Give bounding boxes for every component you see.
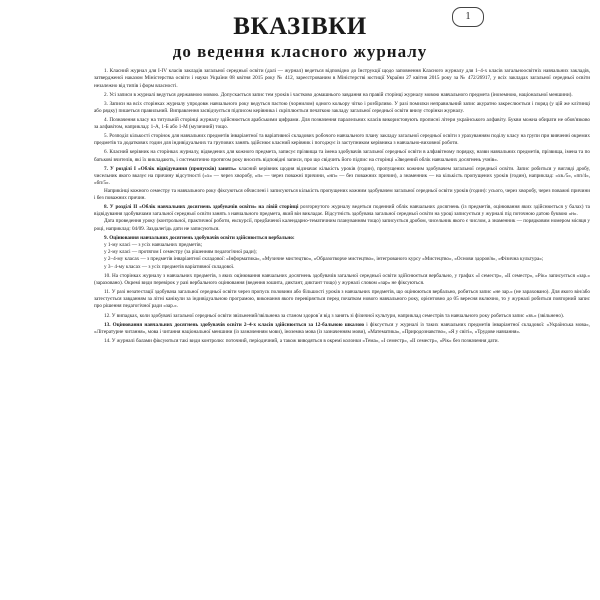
section-1-heading: 7. У розділі I «Облік відвідування (пропусків) занять» (104, 165, 237, 172)
paragraph-2: 2. Усі записи в журналі ведуться державною мовою. Допускається запис тем уроків і частково домашнього завдання на правій сторінці журналу мовою навчального предмета (іноземною, національної меншини). (104, 91, 573, 98)
list-item: у 1-му класі — з усіх навчальних предметів; (104, 241, 203, 248)
paragraph-7b: Наприкінці кожного семестру та навчального року фіксуються обчислені і записуються кількість пропущених кожним здобувачем загальної середньої освіти уроків (годин): усього, через хворобу, через поважні причини і без поважних причин. (94, 187, 590, 201)
twelve-point-scale-heading: 13. Оцінювання навчальних досягнень здобувачів освіти 2–4-х класів здійснюється за 12-бальною шкалою (104, 321, 365, 328)
paragraph-7 (94, 166, 590, 188)
paragraph-14: 14. У журналі балами фіксуються такі види контролю: поточний, періодичний, а також виводяться в окремі колонки «Тема», «I семестр», «II семестр», «Рік» без позначення дати. (104, 337, 499, 344)
paragraph-7-text: класний керівник щодня відзначає кількість уроків (годин), пропущених кожним здобувачем загальної середньої освіти. Запис робиться у вигляді дробу, чисельник якого вказує на причину відсутності («х» — через хворобу, «п» — через поважні причини, «нп» — без поважних причин), а знаменник — на кількість пропущених уроків (годин), наприклад: «хв./5», «пп/4», «бп/5». (94, 165, 590, 187)
paragraph-6: 6. Класний керівник на сторінках журналу, відведених для кожного предмета, записує прізвища та імена здобувачів загальної середньої освіти в алфавітному порядку, назви навчальних предметів, прізвища, імена та по батькові вчителів, які їх викладають, і систематично протягом року вносить відповідні записи, про що свідчить його підпис на сторінці «Зведений облік навчальних досягнень учнів». (94, 149, 590, 163)
document-body (94, 68, 590, 347)
paragraph-13-text: і фіксується у журналі із таких навчальних предметів інваріантної складової: «Українська мова», «Літературне читання», мова і читання національної меншини (із зазначенням мови), іноземна мова (із зазначенням мови), «Математика», «Природознавство», «Я у світі», «Трудове навчання». (94, 321, 590, 335)
paragraph-8-text: розгорнутого журналу ведеться поденний облік навчальних досягнень (із предметів, оцінювання яких здійснюється у балах) та відвідування здобувачами загальної середньої освіти занять з навчального предмета, який він викладає. Відсутність здобувача загальної середньої освіти на уроці записується у журналі під поточною датою буквою «н». (94, 203, 590, 218)
list-item: у 2–4-му класах — з предметів інваріантної складової: «Інформатика», «Музичне мистецтво», «Образотворче мистецтво», інтегрованого курсу «Мистецтво», «Основи здоров'я», «Фізична культура»; (104, 256, 544, 263)
page-subtitle: до ведення класного журналу (172, 42, 428, 61)
paragraph-9 (94, 235, 590, 242)
paragraph-12: 12. У випадках, коли здобувачі загальної середньої освіти звільнений/звільнена за станом здоров`я від з занять зі фізичної культури, наприклад семестрів та навчального року робиться запис «зв.» (звільнено). (104, 312, 564, 319)
paragraph-11: 11. У разі незатестації здобувача загальної середньої освіти через пропуск половини або більшості уроків з навчальних предметів, що оцінюються вербально, робиться запис «не зар.» (не зараховано). Для якого він/або затестується завданням за літні канікули за індивідуальною програмою, виконання якого перевіряється перед початком нового навчального року, орієнтовно до 05 вересня включно, то у журналі робиться повторний запис про рішення педагогічної ради «зар.». (94, 288, 590, 310)
paragraph-8b: Дата проведення уроку (контрольної, практичної роботи, екскурсії, предбаченої календарно-тематичним плануванням тощо) записується дробом, чисельник якого є числом, а знаменник — порядковим номером місяця у році, наприклад: 04/09. Заздалегідь дати не записуються. (94, 218, 590, 232)
paragraph-8 (94, 204, 590, 219)
verbal-assessment-heading: 9. Оцінювання навчальних досягнень здобувачів освіти здійснюється вербально: (104, 234, 295, 241)
section-2-heading: 8. У розділі II «Облік навчальних досягнень здобувачів освіти» на лівій сторінці (104, 203, 299, 210)
paragraph-10: 10. На сторінках журналу з навчальних предметів, з яких оцінювання навчальних досягнень здобувачів загальної середньої освіти здійснюється вербально, у графах «I семестр», «II семестр», «Рік» записується «зар.» (зараховано). Окремі види перевірок у разі вербального оцінювання (ведення зошита, диктант, диктант тощо) у журналі словом «зар» не фіксуються. (94, 272, 590, 286)
paragraph-5: 5. Розподіл кількості сторінок для навчальних предметів інваріантної та варіативної складових робочого навчального плану закладу загальної середньої освіти з урахуванням поділу класу на групи при вивченні окремих предметів та додаткових годин для індивідуальних та групових занять здійснює класний керівник і погоджує із заступником керівника з навчально-виховної роботи. (94, 133, 590, 147)
page-title: ВКАЗІВКИ (233, 13, 367, 40)
paragraph-13 (94, 322, 590, 337)
paragraph-4: 4. Позначення класу на титульній сторінці журналу здійснюється арабськими цифрами. Для позначення паралельних класів використовують прописні літери українського алфавіту. Букви можна обирати не обов'язково за алфавітом, наприклад: 1-А, 1-Б або 1-М (музичний) тощо. (94, 116, 590, 131)
list-item: у 2-му класі — протягом I семестру (за рішенням педагогічної ради); (104, 249, 257, 256)
list-item: у 3– 4-му класах — з усіх предметів варіативної складової. (104, 263, 235, 270)
paragraph-1: 1. Класний журнал для I-IV класів закладів загальної середньої освіти (далі — журнал) ведеться відповідно до Інструкції щодо заповнення Класного журналу для 1–4-х класів загальноосвітніх навчальних закладів, затвердженої наказом Міністерства освіти і науки України 08 квітня 2015 року № 412, зареєстрованим в Міністерстві юстиції України 27 квітня 2015 року за № 472/26917, у всіх закладах загальної середньої освіти незалежно від типів і форм власності. (94, 68, 590, 89)
page-number-badge: 1 (452, 7, 484, 27)
paragraph-3: 3. Записи на всіх сторінках журналу упродовж навчального року ведуться пастою (чорнилом) одного кольору чітко і розбірливо. У разі помилки неправильний запис акуратно закреслюється і поряд (у цій же клітинці або рядку) пишеться правильний. Виправлення засвідчується підписом керівника і скріплюється печаткою закладу загальної середньої освіти внизу сторінки журналу. (94, 100, 590, 114)
